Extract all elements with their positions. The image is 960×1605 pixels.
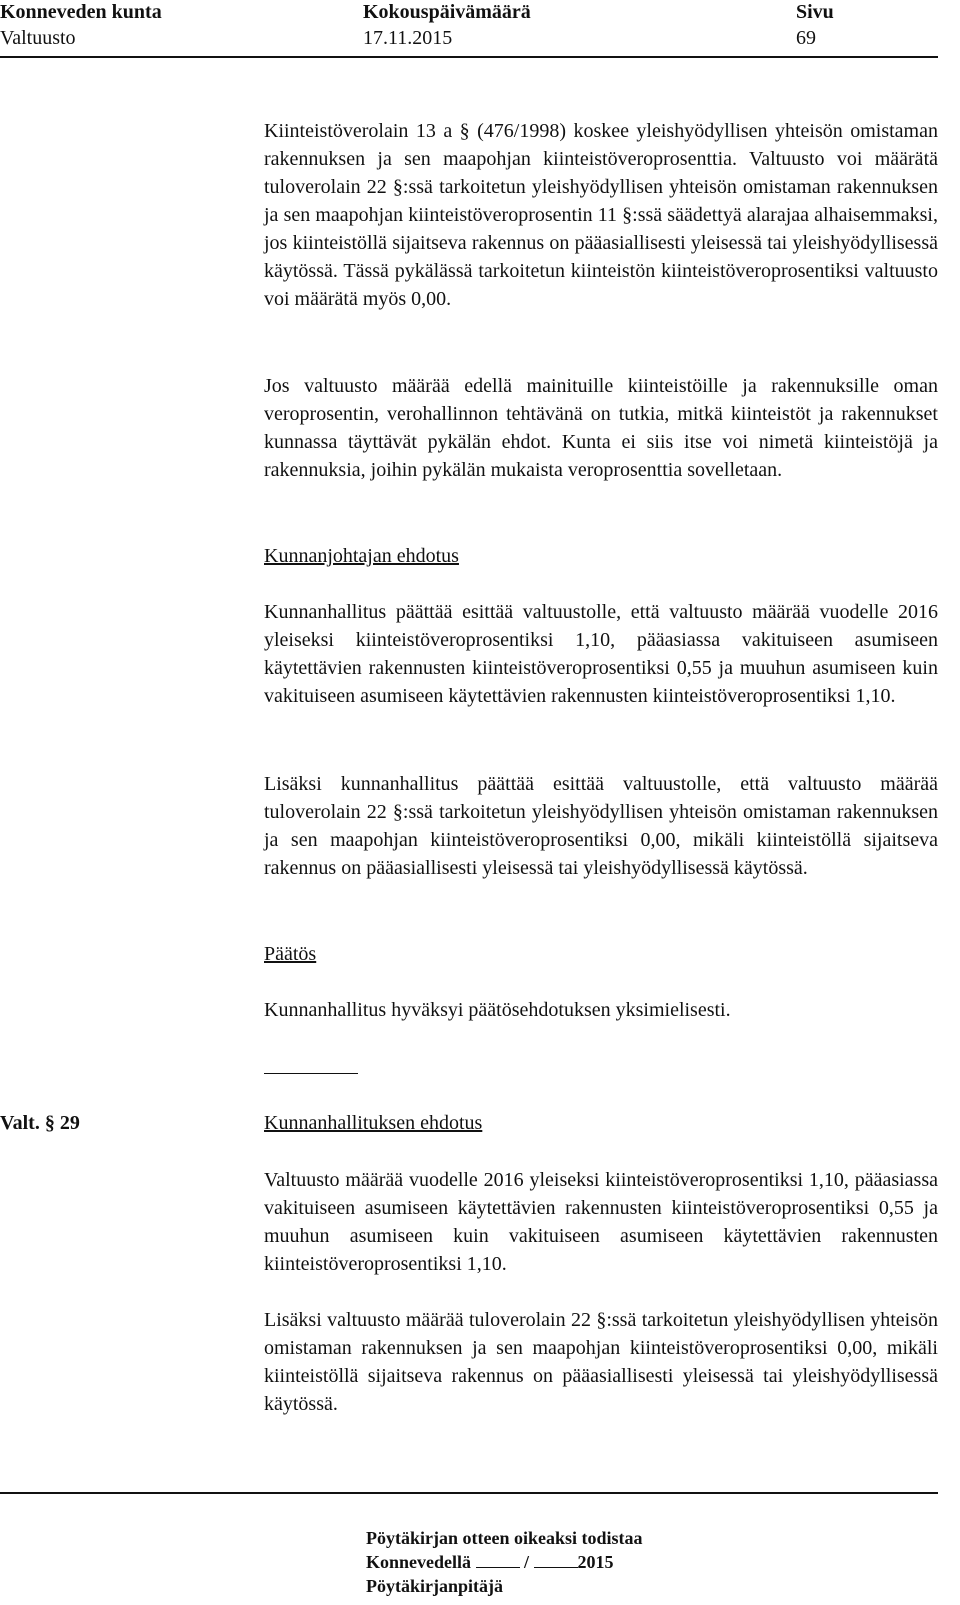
page-number: 69 bbox=[796, 27, 816, 49]
paragraph-manager-proposal: Kunnanhallitus päättää esittää valtuustolle, että valtuusto määrää vuodelle 2016 yleiseksi kiinteistöveroprosentiksi 1,10, pääasiassa vakituiseen asumiseen käytettävien rakennusten kiinteistöveroprosentiksi 0,55 ja muuhun asumiseen kuin vakituiseen asumiseen käytettävien rakennusten kiinteistöveroprosentiksi 1,10. bbox=[264, 601, 938, 707]
paragraph-law-background: Kiinteistöverolain 13 a § (476/1998) koskee yleishyödyllisen yhteisön omistaman rakennuksen ja sen maapohjan kiinteistöveroprosenttia. Valtuusto voi määrätä tuloverolain 22 §:ssä tarkoitetun yleishyödyllisen yhteisön omistaman rakennuksen ja sen maapohjan kiinteistöveroprosentin 11 §:ssä säädettyä alarajaa alhaisemmaksi, jos kiinteistöllä sijaitseva rakennus on pääasiallisesti yleisessä tai yleishyödyllisessä käytössä. Tässä pykälässä tarkoitetun kiinteistön kiinteistöveroprosentiksi valtuusto voi määrätä myös 0,00. bbox=[264, 120, 938, 310]
certification-place-date bbox=[366, 1550, 614, 1574]
month-blank bbox=[534, 1553, 578, 1568]
separator-line bbox=[264, 1073, 358, 1074]
meeting-date-label: Kokouspäivämäärä bbox=[363, 1, 531, 23]
meeting-date: 17.11.2015 bbox=[363, 27, 453, 49]
day-blank bbox=[476, 1553, 520, 1568]
heading-board-proposal: Kunnanhallituksen ehdotus bbox=[264, 1112, 483, 1134]
certification-line: Pöytäkirjan otteen oikeaksi todistaa bbox=[366, 1528, 643, 1548]
paragraph-manager-proposal-additional: Lisäksi kunnanhallitus päättää esittää valtuustolle, että valtuusto määrää tuloverolain 22 §:ssä tarkoitetun yleishyödyllisen yhteisön omistaman rakennuksen ja sen maapohjan kiinteistöveroprosentiksi 0,00, mikäli kiinteistöllä sijaitseva rakennus on pääasiallisesti yleisessä tai yleishyödyllisessä käytössä. bbox=[264, 773, 938, 879]
certification-place: Konnevedellä bbox=[366, 1552, 472, 1572]
paragraph-decision: Kunnanhallitus hyväksyi päätösehdotuksen yksimielisesti. bbox=[264, 999, 731, 1021]
page-label: Sivu bbox=[796, 1, 834, 23]
header-rule bbox=[0, 56, 938, 58]
paragraph-tax-authority: Jos valtuusto määrää edellä mainituille kiinteistöille ja rakennuksille oman veroprosentin, verohallinnon tehtävänä on tutkia, mitkä kiinteistöt ja rakennukset kunnassa täyttävät pykälän ehdot. Kunta ei siis itse voi nimetä kiinteistöjä ja rakennuksia, joihin pykälän mukaista veroprosenttia sovelletaan. bbox=[264, 375, 938, 481]
date-separator: / bbox=[524, 1552, 530, 1572]
heading-manager-proposal: Kunnanjohtajan ehdotus bbox=[264, 545, 459, 567]
heading-decision: Päätös bbox=[264, 943, 317, 965]
footer-rule bbox=[0, 1492, 938, 1494]
organ-name: Valtuusto bbox=[0, 27, 76, 49]
paragraph-council-decision-additional: Lisäksi valtuusto määrää tuloverolain 22 §:ssä tarkoitetun yleishyödyllisen yhteisön omistaman rakennuksen ja sen maapohjan kiinteistöveroprosentiksi 0,00, mikäli kiinteistöllä sijaitseva rakennus on pääasiallisesti yleisessä tai yleishyödyllisessä käytössä. bbox=[264, 1309, 938, 1415]
municipality-name: Konneveden kunta bbox=[0, 1, 162, 23]
certification-year: 2015 bbox=[577, 1552, 614, 1572]
section-number: Valt. § 29 bbox=[0, 1112, 80, 1134]
paragraph-council-decision: Valtuusto määrää vuodelle 2016 yleiseksi kiinteistöveroprosentiksi 1,10, pääasiassa vakituiseen asumiseen käytettävien rakennusten kiinteistöveroprosentiksi 0,55 ja muuhun asumiseen kuin vakituiseen asumiseen käytettävien rakennusten kiinteistöveroprosentiksi 1,10. bbox=[264, 1169, 938, 1275]
certifier-title: Pöytäkirjanpitäjä bbox=[366, 1576, 503, 1596]
